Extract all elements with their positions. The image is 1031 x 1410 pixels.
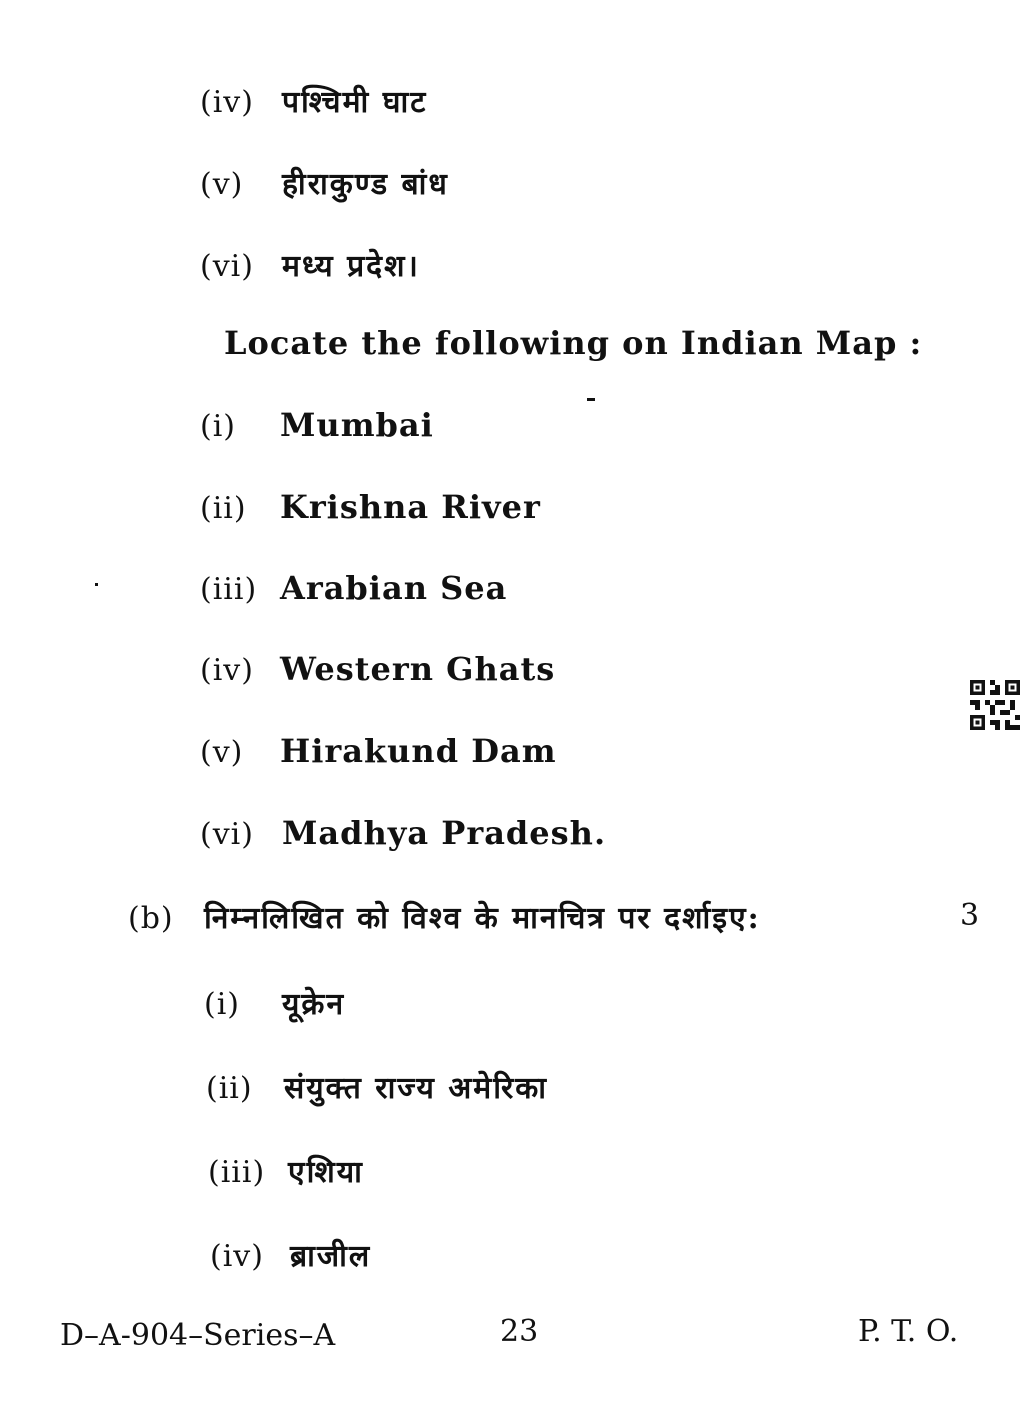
english-item: [200, 814, 606, 852]
stray-mark: [587, 398, 595, 401]
item-number: (iii): [208, 1155, 266, 1190]
world-item: [210, 1234, 371, 1275]
item-number: (iii): [200, 572, 258, 607]
part-b-question: [128, 896, 761, 937]
qr-code-icon: [970, 680, 1020, 730]
world-item: [208, 1150, 364, 1191]
english-heading: Locate the following on Indian Map :: [224, 324, 923, 362]
item-number: (vi): [200, 249, 254, 284]
item-text: Western Ghats: [280, 650, 556, 688]
question-text: निम्नलिखित को विश्व के मानचित्र पर दर्शाइए:: [204, 901, 761, 936]
english-item: [200, 650, 555, 688]
hindi-item: [200, 244, 420, 285]
item-number: (iv): [200, 653, 254, 688]
item-text: मध्य प्रदेश।: [282, 249, 420, 284]
item-number: (v): [200, 167, 244, 202]
item-number: (ii): [200, 491, 247, 526]
marks: 3: [960, 898, 980, 933]
item-text: एशिया: [288, 1155, 364, 1190]
item-text: यूक्रेन: [282, 987, 346, 1022]
item-text: Madhya Pradesh.: [282, 814, 607, 852]
item-number: (vi): [200, 817, 254, 852]
item-text: हीराकुण्ड बांध: [282, 167, 449, 202]
item-text: पश्चिमी घाट: [282, 85, 428, 120]
item-text: ब्राजील: [290, 1239, 372, 1274]
item-text: Arabian Sea: [280, 569, 508, 607]
english-item: [200, 569, 507, 607]
part-label: (b): [128, 901, 174, 936]
page-number: 23: [500, 1314, 539, 1349]
hindi-item: [200, 162, 449, 203]
item-number: (iv): [200, 85, 254, 120]
hindi-item: [200, 80, 427, 121]
item-text: संयुक्त राज्य अमेरिका: [284, 1071, 549, 1106]
item-number: (iv): [210, 1239, 264, 1274]
item-number: (i): [204, 987, 241, 1022]
item-number: (v): [200, 735, 244, 770]
english-heading-row: [224, 324, 922, 362]
world-item: [206, 1066, 548, 1107]
english-item: [200, 488, 541, 526]
item-number: (ii): [206, 1071, 253, 1106]
item-text: Hirakund Dam: [280, 732, 557, 770]
english-item: [200, 406, 434, 444]
english-item: [200, 732, 557, 770]
item-text: Mumbai: [280, 406, 434, 444]
item-number: (i): [200, 409, 237, 444]
paper-code: D–A-904–Series–A: [60, 1318, 336, 1353]
item-text: Krishna River: [280, 488, 541, 526]
pto-note: P. T. O.: [858, 1314, 959, 1349]
stray-mark: [95, 583, 98, 586]
world-item: [204, 982, 345, 1023]
